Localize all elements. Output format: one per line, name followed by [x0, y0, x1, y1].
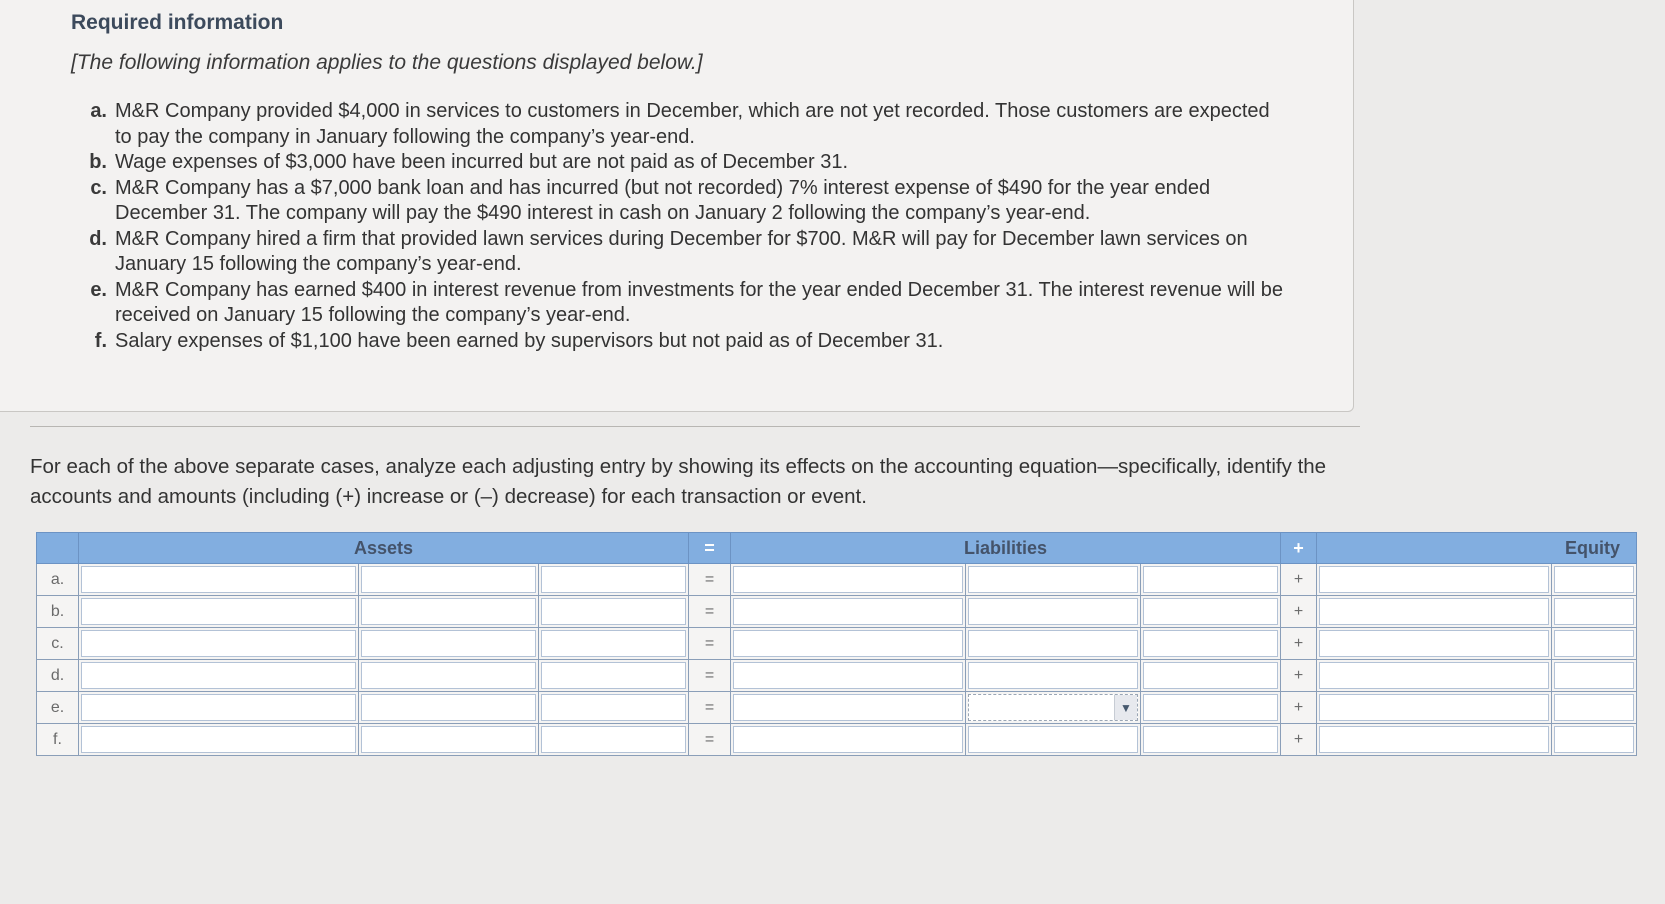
equity-amount-input[interactable]: [1554, 694, 1634, 721]
liability-amount-input-2[interactable]: [1143, 726, 1278, 753]
table-row: [37, 628, 1637, 660]
item-text: M&R Company has earned $400 in interest revenue from investments for the year ended December 31. The interest revenue will be received on January 15 following the company’s year-end.: [115, 278, 1284, 326]
item-text: M&R Company hired a firm that provided lawn services during December for $700. M&R will pay for December lawn services on January 15 following the company’s year-end.: [115, 227, 1248, 275]
liability-account-dropdown[interactable]: [968, 694, 1138, 721]
table-row: [37, 564, 1637, 596]
equity-amount-input[interactable]: [1554, 726, 1634, 753]
liability-amount-input-2[interactable]: [1143, 662, 1278, 689]
asset-amount-input-2[interactable]: [541, 726, 686, 753]
info-item-f: [75, 329, 1285, 355]
liability-account-input[interactable]: [733, 726, 963, 753]
section-divider: [30, 426, 1360, 427]
asset-amount-input-2[interactable]: [541, 630, 686, 657]
table-row: [37, 660, 1637, 692]
caret-down-icon[interactable]: ▼: [1114, 695, 1137, 720]
item-text: Wage expenses of $3,000 have been incurred but are not paid as of December 31.: [115, 151, 849, 173]
asset-amount-input-2[interactable]: [541, 662, 686, 689]
equals-sign: =: [689, 596, 731, 628]
item-letter: e.: [90, 278, 107, 301]
asset-account-input[interactable]: [81, 726, 356, 753]
liability-account-input[interactable]: [733, 694, 963, 721]
equity-header: Equity: [1317, 533, 1637, 564]
row-label: d.: [37, 660, 79, 692]
equity-amount-input[interactable]: [1554, 662, 1634, 689]
asset-amount-input-2[interactable]: [541, 694, 686, 721]
item-text: Salary expenses of $1,100 have been earned by supervisors but not paid as of December 31.: [115, 329, 944, 352]
asset-account-input[interactable]: [81, 694, 356, 721]
asset-amount-input[interactable]: [361, 566, 536, 593]
equals-sign: =: [689, 564, 731, 596]
plus-sign: +: [1281, 564, 1317, 596]
liability-amount-input[interactable]: [968, 566, 1138, 593]
liability-amount-input[interactable]: [968, 662, 1138, 689]
liability-account-input[interactable]: [733, 598, 963, 625]
item-letter: c.: [90, 176, 107, 199]
row-label: e.: [37, 692, 79, 724]
info-item-d: [75, 227, 1285, 278]
row-label: f.: [37, 724, 79, 756]
equity-account-input[interactable]: [1319, 662, 1549, 689]
item-text: M&R Company has a $7,000 bank loan and has incurred (but not recorded) 7% interest expense of $490 for the year ended December 31. The company will pay the $490 interest in cash on January 2 following the company’s year-end.: [115, 176, 1211, 224]
row-label: a.: [37, 564, 79, 596]
required-information-panel: [0, 0, 1354, 412]
liability-amount-input[interactable]: [968, 630, 1138, 657]
plus-sign: +: [1281, 628, 1317, 660]
accounting-equation-table: [36, 532, 1637, 756]
liability-amount-input-2[interactable]: [1143, 566, 1278, 593]
equals-sign: =: [689, 692, 731, 724]
item-letter: f.: [94, 329, 107, 352]
item-letter: d.: [89, 227, 107, 250]
liability-amount-input-2[interactable]: [1143, 630, 1278, 657]
asset-account-input[interactable]: [81, 598, 356, 625]
plus-sign: +: [1281, 692, 1317, 724]
asset-amount-input[interactable]: [361, 726, 536, 753]
equals-sign: =: [689, 724, 731, 756]
table-header-row: [37, 533, 1637, 564]
table-row: [37, 596, 1637, 628]
asset-amount-input[interactable]: [361, 662, 536, 689]
row-label: b.: [37, 596, 79, 628]
info-item-e: [75, 278, 1285, 329]
asset-account-input[interactable]: [81, 566, 356, 593]
equals-sign: =: [689, 628, 731, 660]
item-letter: b.: [89, 151, 107, 173]
plus-header: +: [1281, 533, 1317, 564]
equity-amount-input[interactable]: [1554, 630, 1634, 657]
item-text: M&R Company provided $4,000 in services to customers in December, which are not yet recorded. Those customers are expected to pay the company in January following the company’s year-end.: [115, 100, 1270, 148]
assets-header: Assets: [79, 533, 689, 564]
equals-sign: =: [689, 660, 731, 692]
info-subtitle: [The following information applies to the questions displayed below.]: [71, 51, 703, 74]
info-title: Required information: [71, 11, 284, 34]
row-label: c.: [37, 628, 79, 660]
liability-account-input[interactable]: [733, 630, 963, 657]
plus-sign: +: [1281, 660, 1317, 692]
info-item-c: [75, 176, 1285, 227]
equity-account-input[interactable]: [1319, 694, 1549, 721]
asset-amount-input[interactable]: [361, 630, 536, 657]
equity-account-input[interactable]: [1319, 566, 1549, 593]
liability-amount-input[interactable]: [968, 726, 1138, 753]
info-item-a: [75, 99, 1285, 150]
equity-account-input[interactable]: [1319, 598, 1549, 625]
accounting-equation-grid: [36, 532, 1636, 756]
plus-sign: +: [1281, 596, 1317, 628]
equity-account-input[interactable]: [1319, 726, 1549, 753]
table-row: [37, 692, 1637, 724]
equity-amount-input[interactable]: [1554, 598, 1634, 625]
table-row: [37, 724, 1637, 756]
asset-amount-input-2[interactable]: [541, 598, 686, 625]
asset-amount-input-2[interactable]: [541, 566, 686, 593]
liability-amount-input-2[interactable]: [1143, 694, 1278, 721]
item-letter: a.: [90, 100, 107, 122]
equity-amount-input[interactable]: [1554, 566, 1634, 593]
liability-account-input[interactable]: [733, 662, 963, 689]
liability-account-input[interactable]: [733, 566, 963, 593]
asset-amount-input[interactable]: [361, 598, 536, 625]
plus-sign: +: [1281, 724, 1317, 756]
row-label-header: [37, 533, 79, 564]
liability-amount-input[interactable]: [968, 598, 1138, 625]
equals-header: =: [689, 533, 731, 564]
asset-account-input[interactable]: [81, 662, 356, 689]
asset-amount-input[interactable]: [361, 694, 536, 721]
info-items-list: [75, 99, 1285, 354]
liability-amount-input-2[interactable]: [1143, 598, 1278, 625]
liabilities-header: Liabilities: [731, 533, 1281, 564]
question-instructions: For each of the above separate cases, analyze each adjusting entry by showing its effects on the accounting equation—specifically, identify the accounts and amounts (including (+) increase or (–) decrease) for each transaction or event.: [30, 455, 1327, 508]
info-item-b: [75, 150, 1285, 176]
asset-account-input[interactable]: [81, 630, 356, 657]
equity-account-input[interactable]: [1319, 630, 1549, 657]
